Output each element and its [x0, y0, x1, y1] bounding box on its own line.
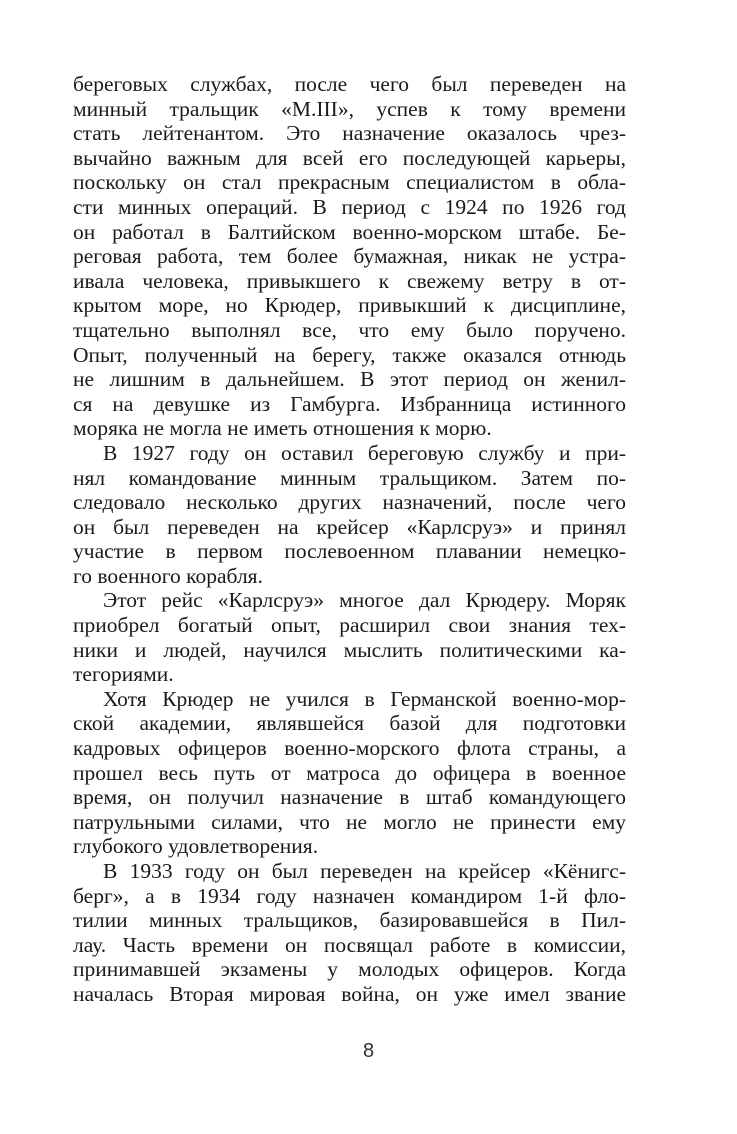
text-line: тщательно выполнял все, что ему было поручено. — [73, 317, 626, 342]
text-line: он работал в Балтийском военно-морском штабе. Бе- — [73, 219, 626, 244]
text-line: моряка не могла не иметь отношения к морю. — [73, 416, 492, 441]
text-line: приобрел богатый опыт, расширил свои знания тех- — [73, 613, 626, 638]
text-line: началась Вторая мировая война, он уже имел звание — [73, 981, 626, 1006]
text-line: лау. Часть времени он посвящал работе в комиссии, — [73, 932, 626, 957]
text-line: ской академии, являвшейся базой для подготовки — [73, 711, 626, 736]
text-line: патрульными силами, что не могло не принести ему — [73, 809, 626, 834]
text-line: Опыт, полученный на берегу, также оказался отнюдь — [73, 342, 626, 367]
text-line: берг», а в 1934 году назначен командиром 1-й фло- — [73, 883, 626, 908]
paragraph-3 — [73, 588, 626, 686]
text-line: время, он получил назначение в штаб командующего — [73, 785, 626, 810]
text-line: следовало несколько других назначений, после чего — [73, 490, 626, 515]
paragraph-4 — [73, 687, 626, 859]
text-line: минный тральщик «M.III», успев к тому времени — [73, 96, 626, 121]
paragraph-2 — [73, 441, 626, 589]
text-line: ники и людей, научился мыслить политическими ка- — [73, 637, 626, 662]
text-line: береговых службах, после чего был переведен на — [73, 72, 626, 96]
text-line: В 1933 году он был переведен на крейсер «Кёнигс- — [103, 859, 626, 883]
text-line: Хотя Крюдер не учился в Германской военно-мор- — [103, 686, 626, 711]
text-line: стать лейтенантом. Это назначение оказалось чрез- — [73, 121, 626, 146]
text-line: Этот рейс «Карлсруэ» многое дал Крюдеру. Моряк — [103, 588, 626, 613]
text-line: кадровых офицеров военно-морского флота страны, а — [73, 736, 626, 761]
text-line: поскольку он стал прекрасным специалистом в обла- — [73, 170, 626, 195]
text-line: он был переведен на крейсер «Карлсруэ» и принял — [73, 514, 626, 539]
text-line: тегориями. — [73, 662, 174, 687]
page-body-text — [73, 72, 626, 1007]
text-line: ся на девушке из Гамбурга. Избранница истинного — [73, 391, 626, 416]
text-line: тилии минных тральщиков, базировавшейся в Пил- — [73, 908, 626, 933]
text-line: ивала человека, привыкшего к свежему ветру в от- — [73, 268, 626, 293]
text-line: В 1927 году он оставил береговую службу и при- — [103, 440, 626, 465]
text-line: нял командование минным тральщиком. Затем по- — [73, 465, 626, 490]
text-line: крытом море, но Крюдер, привыкший к дисциплине, — [73, 293, 626, 318]
text-line: принимавшей экзамены у молодых офицеров. Когда — [73, 957, 626, 982]
text-line: не лишним в дальнейшем. В этот период он женил- — [73, 367, 626, 392]
text-line: го военного корабля. — [73, 563, 263, 588]
text-line: сти минных операций. В период с 1924 по 1926 год — [73, 194, 626, 219]
text-line: реговая работа, тем более бумажная, никак не устра- — [73, 244, 626, 269]
text-line: прошел весь путь от матроса до офицера в военное — [73, 760, 626, 785]
paragraph-5 — [73, 859, 626, 1007]
text-line: участие в первом послевоенном плавании немецко- — [73, 539, 626, 564]
text-line: глубокого удовлетворения. — [73, 834, 319, 859]
page-number: 8 — [362, 1040, 375, 1062]
text-line: вычайно важным для всей его последующей карьеры, — [73, 145, 626, 170]
paragraph-1 — [73, 72, 626, 441]
